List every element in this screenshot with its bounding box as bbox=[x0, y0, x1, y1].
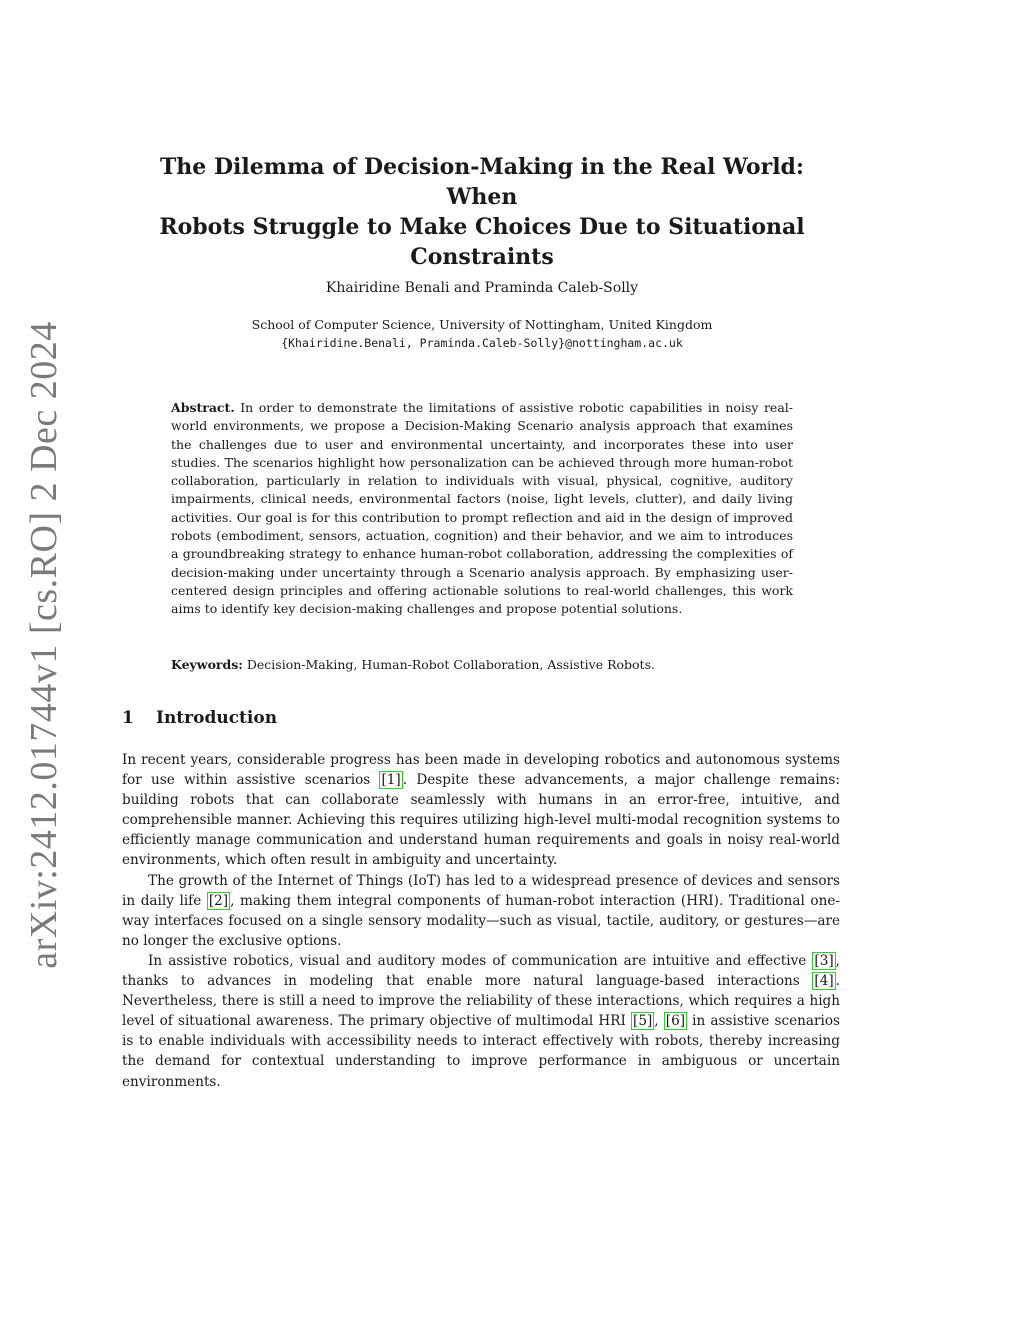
keywords-text: Decision-Making, Human-Robot Collaboration, Assistive Robots. bbox=[246, 657, 655, 672]
paragraph-text: . Despite these advancements, a major challenge remains: building robots that can collaborate seamlessly with humans in an error-free, intuitive, and comprehensible manner. Achieving this requires utilizing high-level multi-modal recognition systems to efficiently manage communication and understand human requirements and goals in noisy real-world environments, which often result in ambiguity and uncertainty. bbox=[122, 772, 840, 869]
paragraph-text: , bbox=[654, 1013, 664, 1030]
paragraph-text: . Nevertheless, there is still a need to improve the reliability of these interactions, which requires a high level of situational awareness. The primary objective of multimodal HRI bbox=[122, 973, 840, 1030]
paragraph bbox=[122, 951, 840, 1092]
section-number: 1 bbox=[122, 708, 134, 728]
keywords bbox=[171, 656, 793, 674]
paper-title bbox=[122, 152, 842, 272]
abstract bbox=[171, 399, 793, 619]
paragraph-text: , thanks to advances in modeling that enable more natural language-based interactions bbox=[122, 952, 840, 990]
keywords-label: Keywords: bbox=[171, 657, 243, 672]
section-title: Introduction bbox=[156, 708, 278, 728]
title-line: Constraints bbox=[410, 244, 554, 270]
paragraph-text: In assistive robotics, visual and auditory modes of communication are intuitive and effective bbox=[148, 952, 813, 969]
citation-link[interactable]: [6] bbox=[665, 1013, 686, 1030]
citation-link[interactable]: [5] bbox=[633, 1013, 653, 1030]
section-heading-introduction bbox=[122, 708, 277, 728]
title-line: Robots Struggle to Make Choices Due to Situational bbox=[159, 214, 805, 240]
abstract-text: In order to demonstrate the limitations of assistive robotic capabilities in noisy real-world environments, we propose a Decision-Making Scenario analysis approach that examines the challenges due to user and environmental uncertainty, and incorporates these into user studies. The scenarios highlight how personalization can be achieved through more human-robot collaboration, particularly in relation to individuals with visual, physical, cognitive, auditory impairments, clinical needs, environmental factors (noise, light levels, clutter), and daily living activities. Our goal is for this contribution to prompt reflection and aid in the design of improved robots (embodiment, sensors, actuation, cognition) and their behavior, and we aim to introduces a groundbreaking strategy to enhance human-robot collaboration, addressing the complexities of decision-making under uncertainty through a Scenario analysis approach. By emphasizing user-centered design principles and offering actionable solutions to real-world challenges, this work aims to identify key decision-making challenges and propose potential solutions. bbox=[171, 400, 793, 617]
affiliation: School of Computer Science, University of Nottingham, United Kingdom bbox=[251, 317, 713, 332]
arxiv-identifier: arXiv:2412.01744v1 [cs.RO] 2 Dec 2024 bbox=[23, 321, 65, 969]
citation-link[interactable]: [4] bbox=[814, 973, 834, 990]
paragraph-text: , making them integral components of human-robot interaction (HRI). Traditional one-way interfaces focused on a single sensory modality—such as visual, tactile, auditory, or gestures—are no longer the exclusive options. bbox=[122, 892, 840, 949]
author-email: {Khairidine.Benali, Praminda.Caleb-Solly}@nottingham.ac.uk bbox=[281, 336, 683, 350]
paragraph-text: The growth of the Internet of Things (IoT) has led to a widespread presence of devices and sensors in daily life bbox=[122, 872, 840, 909]
author-list: Khairidine Benali and Praminda Caleb-Solly bbox=[325, 280, 639, 296]
paragraph-text: In recent years, considerable progress has been made in developing robotics and autonomous systems for use within assistive scenarios bbox=[122, 752, 840, 789]
citation-link[interactable]: [1] bbox=[381, 772, 401, 789]
paragraph bbox=[122, 871, 840, 951]
citation-link[interactable]: [2] bbox=[208, 892, 229, 909]
introduction-body bbox=[122, 750, 840, 1092]
paragraph bbox=[122, 750, 840, 871]
title-line: The Dilemma of Decision-Making in the Real World: When bbox=[159, 154, 805, 210]
affiliation-block bbox=[122, 316, 842, 352]
abstract-label: Abstract. bbox=[171, 400, 235, 415]
paragraph-text: in assistive scenarios is to enable individuals with accessibility needs to interact effectively with robots, thereby increasing the demand for contextual understanding to improve performance in ambiguous or uncertain environments. bbox=[122, 1013, 840, 1090]
citation-link[interactable]: [3] bbox=[814, 952, 834, 969]
